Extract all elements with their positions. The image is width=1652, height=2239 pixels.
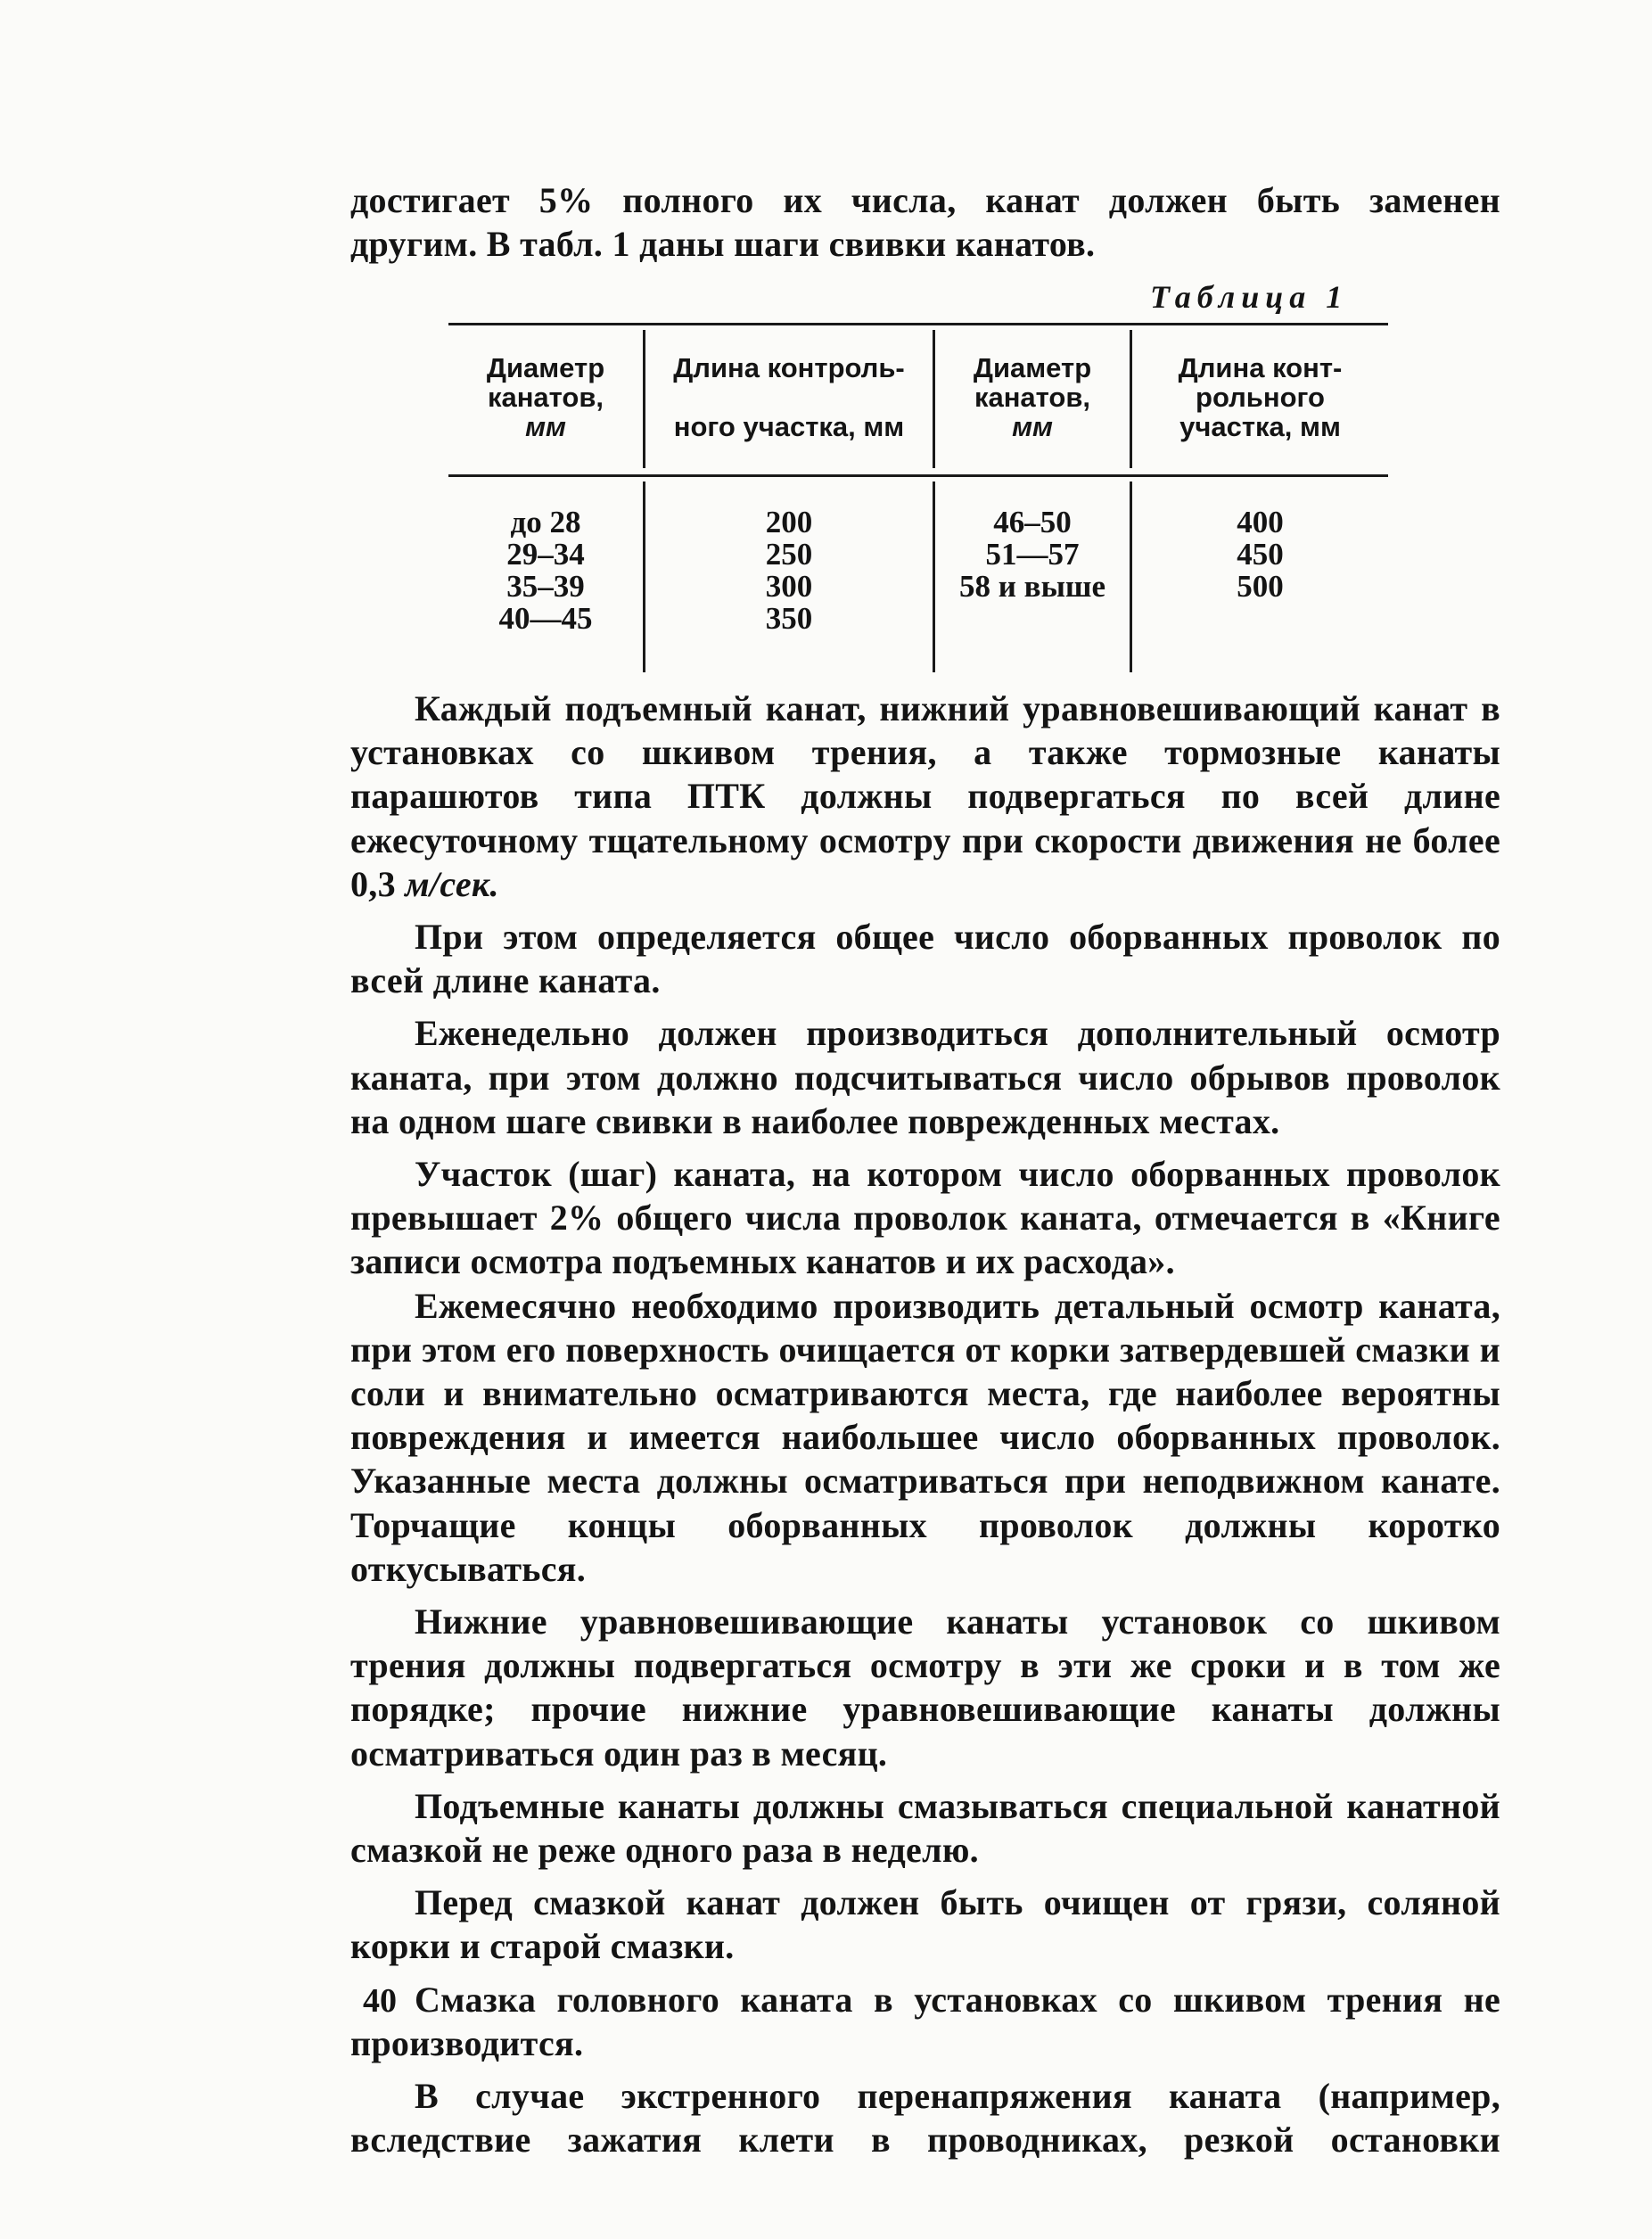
header-line: ного участка, мм — [673, 411, 905, 442]
table-cell: 40—45 — [498, 601, 593, 636]
table-column-length-2 — [1132, 506, 1388, 603]
table-cell: 35–39 — [506, 569, 585, 604]
table-cell: 58 и выше — [959, 569, 1105, 604]
paragraph: Перед смазкой канат должен быть очищен от грязи, соляной корки и старой смазки. — [350, 1882, 1500, 1967]
speed-unit: м/сек. — [405, 863, 499, 904]
column-header-diameter-1 — [448, 353, 643, 441]
paragraph: Ежемесячно необходимо производить детальный осмотр каната, при этом его поверхность очищается от корки затвердевшей смазки и соли и внимательно осматриваются места, где наиболее вероятны повреждения и имеется наибольшее число оборванных проволок. Указанные места должны осматриваться при неподвижном канате. Торчащие концы оборванных проволок должны коротко откусываться. — [350, 1285, 1500, 1589]
table-column-diameter-2 — [935, 506, 1130, 603]
column-header-length-2 — [1132, 353, 1388, 441]
paragraph: Участок (шаг) каната, на котором число оборванных проволок превышает 2% общего числа проволок каната, отмечается в «Книге записи осмотра подъемных канатов и их расхода». — [350, 1154, 1500, 1282]
table-caption: Таблица 1 — [1150, 279, 1349, 315]
table-cell: 350 — [765, 601, 813, 636]
paragraph — [350, 687, 1500, 906]
table-column-length-1 — [645, 506, 933, 635]
column-header-length-1 — [645, 353, 933, 441]
table-cell: до 28 — [510, 505, 581, 539]
table-cell: 51—57 — [985, 537, 1080, 572]
paragraph: При этом определяется общее число оборванных проволок по всей длине каната. — [350, 917, 1500, 1001]
paragraph: Еженедельно должен производиться дополнительный осмотр каната, при этом должно подсчитываться число обрывов проволок на одном шаге свивки в наиболее поврежденных местах. — [350, 1013, 1500, 1141]
table-header-rule — [448, 474, 1388, 477]
header-line: Диаметр — [486, 352, 605, 383]
header-line: мм — [525, 411, 566, 442]
table-cell: 200 — [765, 505, 813, 539]
paragraph: Подъемные канаты должны смазываться специальной канатной смазкой не реже одного раза в неделю. — [350, 1785, 1500, 1871]
intro-line-2: другим. В табл. 1 даны шаги свивки канатов. — [350, 224, 1096, 265]
table-cell: 46–50 — [993, 505, 1072, 539]
header-line: мм — [1012, 411, 1053, 442]
intro-text — [350, 178, 1500, 266]
table-cell: 29–34 — [506, 537, 585, 572]
table-cell: 400 — [1237, 505, 1284, 539]
paragraph: Смазка головного каната в установках со шкивом трения не производится. — [350, 1979, 1500, 2063]
header-line: канатов, — [487, 382, 604, 413]
paragraph: Нижние уравновешивающие канаты установок со шкивом трения должны подвергаться осмотру в эти же сроки и в том же порядке; прочие нижние уравновешивающие канаты должны осматриваться один раз в месяц. — [350, 1601, 1500, 1774]
intro-line-1: достигает 5% полного их числа, канат должен быть заменен — [350, 180, 1500, 220]
table-top-rule — [448, 323, 1388, 325]
header-line: рольного — [1196, 382, 1325, 413]
header-line: участка, мм — [1179, 411, 1341, 442]
table-column-diameter-1 — [448, 506, 643, 635]
header-line: канатов, — [974, 382, 1091, 413]
body-text — [350, 687, 1500, 2162]
header-line: Диаметр — [973, 352, 1092, 383]
paragraph-text: Каждый подъемный канат, нижний уравновешивающий канат в установках со шкивом трения, а также тормозные канаты парашютов типа ПТК должны подвергаться по всей длине ежесуточному тщательному осмотру при скорости движения не более 0,3 — [350, 688, 1500, 904]
column-header-diameter-2 — [935, 353, 1130, 441]
header-line: Длина контроль- — [673, 352, 905, 383]
rope-table — [448, 323, 1388, 672]
page-number: 40 — [363, 1982, 397, 2020]
table-cell: 450 — [1237, 537, 1284, 572]
table-cell: 300 — [765, 569, 813, 604]
paragraph: В случае экстренного перенапряжения каната (например, вследствие зажатия клети в проводниках, резкой остановки — [350, 2076, 1500, 2161]
table-cell: 250 — [765, 537, 813, 572]
header-line: Длина конт- — [1178, 352, 1343, 383]
table-cell: 500 — [1237, 569, 1284, 604]
